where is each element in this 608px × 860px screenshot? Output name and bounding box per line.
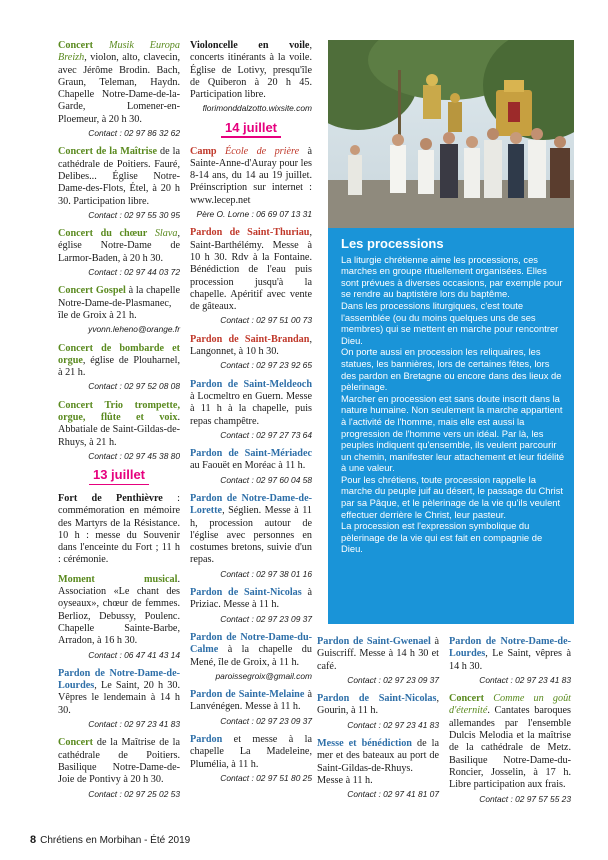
event-description: . Abbatiale de Saint-Gildas-de-Rhuys, à 21 h. (58, 412, 180, 448)
procession-photo (328, 40, 574, 228)
event-contact: Contact : 02 97 27 73 64 (220, 429, 312, 440)
event-entry (190, 379, 312, 441)
event-entry (58, 285, 180, 335)
event-contact: Contact : 02 97 45 38 80 (88, 450, 180, 461)
column-4 (449, 636, 571, 812)
event-description: et messe à la chapelle La Madeleine, Plumélia, à 11 h. (190, 734, 312, 770)
event-description: . Cantates baroques allemandes par l'ensemble Dulcis Melodia et la maîtrise de la cathédrale de Metz. Basilique Notre-Dame-du-Roncier, Josselin, à 17 h. Libre participation aux frais. (449, 705, 571, 791)
event-description: à Priziac. Messe à 11 h. (190, 587, 313, 611)
sidebar-paragraph: Pour les chrétiens, toute procession rappelle la marche du peuple juif au désert, le passage du Christ par sa Pâque, et le pèlerinage de la vie qu'ils veulent effectuer derrière le Christ, leur pasteur. (341, 473, 564, 520)
event-title: Pardon de Saint-Brandan (190, 333, 310, 345)
event-contact: Contact : 02 97 86 32 62 (88, 128, 180, 139)
event-entry (58, 493, 180, 567)
event-description: , violon, alto, clavecin, avec Jérôme Brodin. Bach, Graun, Teleman, Haydn. Chapelle Notre-Dame-de-la-Garde, Lomener-en-Ploemeur, à 20 h 30. (58, 52, 180, 125)
event-entry (190, 146, 312, 221)
event-title: Pardon de Saint-Nicolas (190, 587, 302, 599)
event-description: , Le Saint, vêpres à 14 h 30. (449, 648, 571, 672)
event-contact: Contact : 02 97 60 04 58 (220, 474, 312, 485)
event-description: , concerts itinérants à la voile. Église de Lotivy, presqu'île de Quiberon à 20 h 45. Participation libre. (190, 40, 312, 101)
column-2-list-a (190, 40, 312, 115)
event-description: , Saint-Barthélémy. Messe à 10 h 30. Rdv à la Fontaine. Bénédiction de l'eau puis procession jusqu'à la chapelle. Apéritif avec vente de gâteaux. (190, 227, 312, 313)
event-description: au Faouët en Moréac à 11 h. (190, 460, 306, 472)
event-entry (58, 400, 180, 462)
event-contact: paroissegroix@gmail.com (215, 670, 312, 681)
event-title: Pardon (190, 734, 223, 746)
event-title: Pardon de Notre-Dame-du-Calme (190, 631, 312, 656)
event-description: à Sainte-Anne-d'Auray pour les 8-14 ans, du 14 au 19 juillet. Préinscription sur internet : www.lecep.net (190, 145, 312, 206)
sidebar-paragraph: Dans les processions liturgiques, c'est toute l'assemblée (ou du moins quelques uns de ses membres) qui se mettent en marche pour rencontrer Dieu. (341, 299, 559, 346)
event-subtitle: Slava (154, 228, 178, 240)
event-contact: Contact : 02 97 25 02 53 (88, 788, 180, 799)
event-title: Pardon de Saint-Nicolas (317, 693, 437, 705)
event-entry (58, 574, 180, 661)
event-contact: yvonn.leheno@orange.fr (88, 324, 180, 335)
event-entry (190, 587, 312, 625)
event-title: Moment musical (58, 573, 178, 585)
event-entry (317, 738, 439, 800)
event-description: , Séglien. Messe à 11 h, procession autour de l'église avec personnes en costumes bretons, suivie d'un repas. (190, 505, 312, 566)
event-contact: Contact : 02 97 23 09 37 (220, 613, 312, 624)
event-description: . Association «Le chant des oyseaux», chœur de femmes. Berlioz, Debussy, Poulenc. Chapelle Sainte-Barbe, Arradon, à 16 h 30. (58, 573, 180, 647)
page-number: 8 (30, 834, 37, 846)
event-title: Concert de la Maîtrise (58, 146, 157, 158)
sidebar-paragraph: Marcher en procession est sans doute inscrit dans la nature humaine. Non seulement la marche appartient à l'activité de l'homme, mais elle est aussi la progression de l'homme vers un idéal. Par là, les peuples indiquent qu'ensemble, ils veulent parcourir un chemin, manifester leur attachement et leur fidélité à une valeur. (341, 392, 565, 474)
sidebar-paragraph: On porte aussi en procession les reliquaires, les statues, les bannières, lors de certaines fêtes, lors des pardon en Bretagne ou encore dans des lieux de pèlerinage. (341, 346, 562, 393)
event-entry (58, 146, 180, 221)
event-entry (449, 636, 571, 686)
event-description: , Le Saint, 20 h 30. Vêpres le lendemain à 14 h 30. (58, 680, 180, 716)
event-title: Violoncelle en voile (190, 40, 310, 51)
event-title: Concert de bombarde et orgue (58, 342, 180, 366)
event-contact: Contact : 06 47 41 43 14 (88, 649, 180, 660)
event-contact: Contact : 02 97 23 41 83 (347, 719, 439, 730)
event-entry (317, 693, 439, 731)
event-description: de la Maîtrise de la cathédrale de Poitiers. Basilique Notre-Dame-de-Joie de Pontivy à 20 h 30. (58, 737, 180, 786)
event-title: Concert (58, 737, 94, 749)
event-title: Concert du chœur (58, 228, 148, 240)
event-title: Fort de Penthièvre (58, 493, 163, 504)
date-heading-13-july: 13 juillet (58, 469, 180, 485)
event-contact: Contact : 02 97 51 00 73 (220, 315, 312, 326)
event-description: de la cathédrale de Poitiers. Fauré, Delibes... Église Notre-Dame-des-Flots, Étel, à 20 h 30. Participation libre. (58, 146, 180, 207)
column-1 (58, 40, 180, 807)
event-title: Pardon de Sainte-Melaine (190, 689, 305, 701)
event-entry (58, 343, 180, 393)
event-contact: Père O. Lorne : 06 69 07 13 31 (196, 209, 312, 220)
event-title: Pardon de Saint-Gwenael (317, 636, 431, 647)
event-entry (190, 227, 312, 326)
event-entry (449, 693, 571, 805)
event-subtitle: Musik Europa Breizh (58, 40, 180, 64)
event-title: Camp (190, 145, 217, 157)
column-3 (317, 636, 439, 808)
event-entry (190, 40, 312, 115)
event-description: à la chapelle du Mené, île de Groix, à 11 h. (190, 644, 312, 668)
event-description: à Locmeltro en Guern. Messe à 11 h à la chapelle, puis repas champêtre. (190, 390, 312, 427)
event-title: Concert (449, 693, 485, 705)
event-entry (190, 689, 312, 727)
column-4-list (449, 636, 571, 805)
column-1-list-b (58, 493, 180, 800)
column-2 (190, 40, 312, 791)
event-title: Concert Gospel (58, 285, 126, 297)
event-contact: Contact : 02 97 41 81 07 (347, 789, 439, 800)
event-entry (58, 40, 180, 139)
page-footer (30, 834, 190, 846)
sidebar-title: Les processions (341, 236, 444, 251)
processions-sidebar (328, 228, 574, 624)
event-title: Pardon de Saint-Thuriau (190, 227, 310, 239)
sidebar-paragraph: La procession est l'expression symbolique du pèlerinage de la vie qui est fait en compagnie de Dieu. (341, 520, 543, 555)
event-title: Pardon de Saint-Mériadec (190, 448, 312, 460)
event-entry (58, 228, 180, 278)
event-description: , Langonnet, à 10 h 30. (190, 333, 312, 358)
event-title: Pardon de Notre-Dame-de-Lorette (190, 493, 312, 517)
event-contact: florimonddalzotto.wixsite.com (202, 103, 312, 114)
event-subtitle: École de prière (225, 145, 300, 157)
event-contact: Contact : 02 97 44 03 72 (88, 267, 180, 278)
event-description: à Lanvénégen. Messe à 11 h. (190, 689, 312, 713)
event-entry (317, 636, 439, 686)
event-entry (190, 448, 312, 486)
column-1-list-a (58, 40, 180, 462)
event-entry (58, 737, 180, 799)
event-subtitle: Comme un goût d'éternité (449, 693, 571, 717)
event-contact: Contact : 02 97 23 09 37 (347, 674, 439, 685)
event-contact: Contact : 02 97 57 55 23 (479, 793, 571, 804)
date-heading-14-july: 14 juillet (190, 122, 312, 138)
event-description: : commémoration en mémoire des Martyrs de la Résistance. 10 h : messe du Souvenir dans l'enceinte du Fort ; 11 h : cérémonie. (58, 493, 180, 566)
event-title: Concert (58, 40, 94, 51)
event-contact: Contact : 02 97 23 41 83 (88, 719, 180, 730)
sidebar-paragraph: La liturgie chrétienne aime les processions, ces marches en groupe rituellement organisées. Elles sont prévues à diverses occasions, par exemple pour se rendre au baptistère lors du baptême. (341, 253, 563, 300)
event-description: de la mer et des bateaux au port de Saint-Gildas-de-Rhuys. Messe à 11 h. (317, 738, 439, 786)
event-contact: Contact : 02 97 52 08 08 (88, 381, 180, 392)
event-entry (190, 493, 312, 580)
event-title: Pardon de Saint-Meldeoch (190, 378, 312, 390)
event-contact: Contact : 02 97 38 01 16 (220, 568, 312, 579)
event-entry (190, 632, 312, 682)
event-description: , Gourin, à 11 h. (317, 693, 439, 717)
event-title: Messe et bénédiction (317, 738, 412, 750)
event-contact: Contact : 02 97 51 80 25 (220, 772, 312, 783)
event-description: , église de Plouharnel, à 21 h. (58, 354, 180, 379)
event-entry (190, 334, 312, 372)
event-description: à Guiscriff. Messe à 14 h 30 et café. (317, 636, 439, 672)
event-title: Pardon de Notre-Dame-de-Lourdes (58, 667, 180, 692)
event-title: Concert Trio trompette, orgue, flûte et voix (58, 399, 180, 424)
column-3-list (317, 636, 439, 801)
event-description: à la chapelle Notre-Dame-de-Plasmanec, île de Groix à 21 h. (58, 285, 181, 321)
event-contact: Contact : 02 97 55 30 95 (88, 209, 180, 220)
event-contact: Contact : 02 97 23 92 65 (220, 360, 312, 371)
column-2-list-b (190, 146, 312, 785)
event-contact: Contact : 02 97 23 41 83 (479, 674, 571, 685)
event-contact: Contact : 02 97 23 09 37 (220, 715, 312, 726)
event-entry (58, 668, 180, 730)
event-entry (190, 734, 312, 784)
event-title: Pardon de Notre-Dame-de-Lourdes (449, 636, 571, 660)
footer-publication: Chrétiens en Morbihan - Été 2019 (40, 835, 191, 846)
event-description: , église Notre-Dame de Larmor-Baden, à 20 h 30. (58, 228, 181, 264)
